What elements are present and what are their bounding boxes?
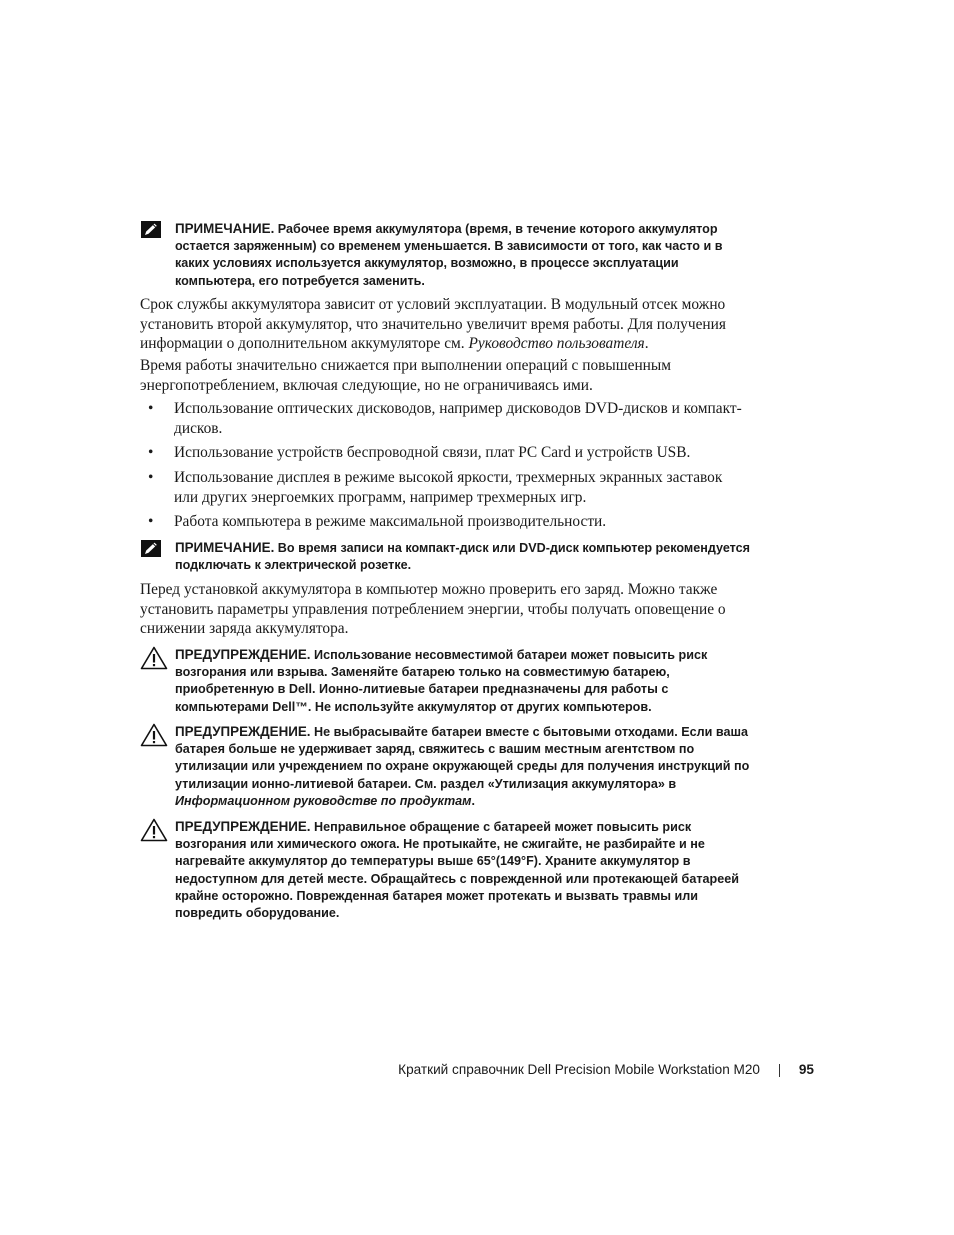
warning-text: Неправильное обращение с батареей может повысить риск возгорания или химического ожога. Не протыкайте, не сжигайте, не разбирайте и не нагревайте аккумулятор до температуры выше 65°(149°F). Храните аккумулятор в недоступном для детей месте. Обращайтесь с поврежденной или протекающей батареей крайне осторожно. Поврежденная батарея может протекать и вызвать травмы или повредить оборудование. (175, 820, 739, 921)
list-item-text: Работа компьютера в режиме максимальной производительности. (174, 513, 607, 530)
paragraph-runtime: Время работы значительно снижается при выполнении операций с повышенным энергопотреблением, включая следующие, но не ограничиваясь ими. (140, 357, 671, 394)
warning-text: Не выбрасывайте батареи вместе с бытовыми отходами. Если ваша батарея больше не удерживает заряд, свяжитесь с вашим местным агентством по утилизации или учреждением по охране окружающей среды для получения инструкций по утилизации ионно-литиевой батареи. См. раздел «Утилизация аккумулятора» в (175, 725, 750, 791)
paragraph-charge-check: Перед установкой аккумулятора в компьютер можно проверить его заряд. Можно также установить параметры управления потреблением энергии, чтобы получать оповещение о снижении заряда аккумулятора. (140, 581, 726, 637)
warning-triangle-icon (140, 723, 168, 752)
list-item-text: Использование дисплея в режиме высокой яркости, трехмерных экранных заставок или других энергоемких программ, например трехмерных игр. (174, 469, 723, 506)
bullet-symbol: • (148, 513, 154, 530)
note-callout-2 (140, 539, 760, 574)
list-item (140, 399, 745, 438)
bullet-symbol: • (148, 469, 154, 486)
note-pencil-icon (140, 539, 162, 564)
list-item (140, 443, 745, 463)
page-footer (300, 1062, 814, 1082)
list-item (140, 468, 745, 507)
warning-triangle-icon (140, 818, 168, 847)
warning-label: ПРЕДУПРЕЖДЕНИЕ. (175, 647, 311, 662)
warning-tail: . (471, 793, 475, 808)
note-callout-1 (140, 220, 760, 290)
note-text: Во время записи на компакт-диск или DVD-диск компьютер рекомендуется подключать к электрической розетке. (175, 541, 751, 573)
user-guide-reference: Руководство пользователя (468, 335, 645, 352)
list-item (140, 512, 745, 532)
list-item-text: Использование оптических дисководов, например дисководов DVD-дисков и компакт-дисков. (174, 400, 742, 437)
bullet-symbol: • (148, 444, 154, 461)
footer-separator (779, 1064, 780, 1077)
warning-triangle-icon (140, 646, 168, 675)
paragraph-battery-life (140, 295, 745, 354)
product-info-guide-reference: Информационном руководстве по продуктам (175, 793, 472, 808)
page-number: 95 (798, 1062, 814, 1077)
note-label: ПРИМЕЧАНИЕ. (175, 540, 275, 555)
warning-label: ПРЕДУПРЕЖДЕНИЕ. (175, 819, 311, 834)
warning-label: ПРЕДУПРЕЖДЕНИЕ. (175, 724, 311, 739)
list-item-text: Использование устройств беспроводной связи, плат PC Card и устройств USB. (174, 444, 691, 461)
warning-callout-3 (140, 818, 760, 922)
footer-title: Краткий справочник Dell Precision Mobile Workstation M20 (398, 1062, 760, 1077)
bullet-symbol: • (148, 400, 154, 417)
warning-callout-2 (140, 723, 760, 810)
note-label: ПРИМЕЧАНИЕ. (175, 221, 275, 236)
warning-text: Использование несовместимой батареи может повысить риск возгорания или взрыва. Заменяйте батарею только на совместимую батарею, приобретенную в Dell. Ионно-литиевые батареи предназначены для работы с компьютерами Dell™. Не используйте аккумулятор от других компьютеров. (175, 648, 708, 714)
warning-callout-1 (140, 646, 760, 716)
paragraph-text: Срок службы аккумулятора зависит от условий эксплуатации. В модульный отсек можно установить второй аккумулятор, что значительно увеличит время работы. Для получения информации о дополнительном аккумуляторе см. (140, 296, 726, 352)
paragraph-tail: . (644, 335, 649, 352)
note-text: Рабочее время аккумулятора (время, в течение которого аккумулятор остается заряженным) со временем уменьшается. В зависимости от того, как часто и в каких условиях используется аккумулятор, возможно, в процессе эксплуатации компьютера, его потребуется заменить. (175, 222, 723, 288)
note-pencil-icon (140, 220, 162, 245)
